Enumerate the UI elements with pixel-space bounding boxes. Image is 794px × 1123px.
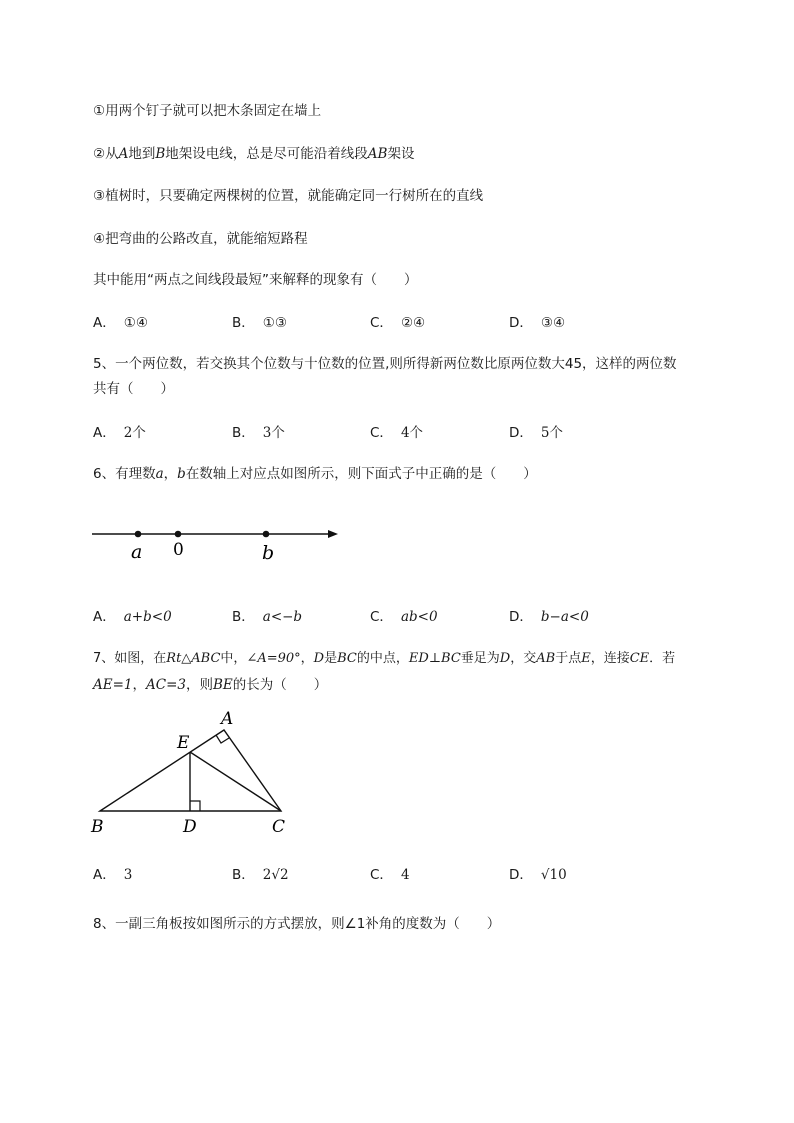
label-vertex-e: E [177,733,190,753]
q7-option-b[interactable]: B． 2√2 [232,867,289,883]
q5-option-d[interactable]: D． 5个 [509,425,563,441]
q5-stem-line1: 5、一个两位数，若交换其个位数与十位数的位置,则所得新两位数比原两位数大45，这样的两位数 [93,356,677,372]
q6-option-a[interactable]: A． a+b<0 [93,609,172,625]
q4-option-c[interactable]: C． ②④ [370,315,426,331]
q7-stem-line1: 7、如图，在Rt△ABC中，∠A=90°，D是BC的中点，ED⊥BC垂足为D，交AB于点E，连接CE．若 [93,651,676,666]
number-line-figure [88,518,348,568]
statement-1: ①用两个钉子就可以把木条固定在墙上 [93,103,322,119]
label-b: b [262,542,275,564]
q4-option-d[interactable]: D． ③④ [509,315,566,331]
q5-option-c[interactable]: C． 4个 [370,425,424,441]
q6-options [93,605,713,625]
statement-2: ②从A地到B地架设电线，总是尽可能沿着线段AB架设 [93,146,415,162]
q7-stem-line2: AE=1，AC=3，则BE的长为（ ） [93,677,328,693]
segment-ec [190,752,281,811]
triangle-figure [85,705,300,840]
q7-option-c[interactable]: C． 4 [370,867,410,883]
q8-stem: 8、一副三角板按如图所示的方式摆放，则∠1补角的度数为（ ） [93,916,501,932]
q4-options [93,311,713,331]
q6-option-c[interactable]: C． ab<0 [370,609,438,625]
right-angle-mark-a [216,735,229,743]
point-zero [175,531,182,538]
number-line-arrow [328,530,338,538]
q5-option-a[interactable]: A． 2个 [93,425,146,441]
label-vertex-c: C [272,817,286,837]
q6-option-d[interactable]: D． b−a<0 [509,609,589,625]
label-zero: 0 [173,540,184,560]
label-vertex-b: B [91,817,104,837]
q7-option-d[interactable]: D． √10 [509,867,567,883]
q5-options [93,421,713,441]
point-b [263,531,270,538]
q4-option-b[interactable]: B． ①③ [232,315,287,331]
q6-option-b[interactable]: B． a<−b [232,609,303,625]
q5-option-b[interactable]: B． 3个 [232,425,285,441]
label-vertex-a: A [221,709,234,729]
statement-4: ④把弯曲的公路改直，就能缩短路程 [93,231,308,247]
q7-option-a[interactable]: A． 3 [93,867,133,883]
label-vertex-d: D [183,817,197,837]
statement-3: ③植树时，只要确定两棵树的位置，就能确定同一行树所在的直线 [93,188,484,204]
point-a [135,531,142,538]
q6-stem: 6、有理数a，b在数轴上对应点如图所示，则下面式子中正确的是（ ） [93,466,537,482]
label-a: a [131,541,143,563]
q4-stem: 其中能用“两点之间线段最短”来解释的现象有（ ） [93,272,418,288]
q4-option-a[interactable]: A． ①④ [93,315,148,331]
q5-stem-line2: 共有（ ） [93,381,174,397]
q7-options [93,863,713,883]
right-angle-mark-d [190,801,200,811]
